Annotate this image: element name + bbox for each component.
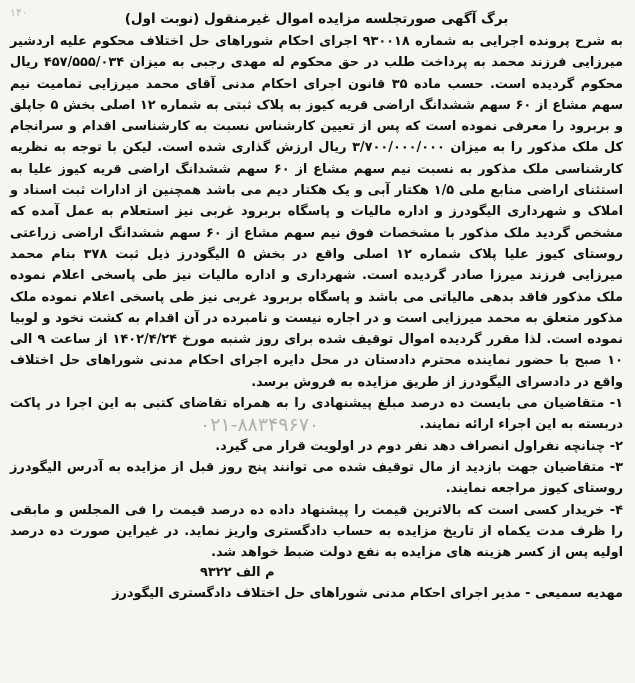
page-number: ۱۴۰ [10, 6, 28, 19]
signature-line: مهدیه سمیعی - مدیر اجرای احکام مدنی شوراهای حل اختلاف دادگستری الیگودرز [112, 586, 623, 602]
condition-item-2: ۲- چنانچه نفراول انصراف دهد نفر دوم در اولویت قرار می گیرد. [215, 438, 623, 454]
condition-item-3: ۳- متقاضیان جهت بازدید از مال توقیف شده می توانند پنج روز قبل از مزایده به آدرس الیگودرز روستای کیوز مراجعه نمایند. [10, 459, 623, 497]
notice-body: به شرح پرونده اجرایی به شماره ۹۳۰۰۱۸ اجرای احکام شوراهای حل اختلاف محکوم علیه اردشیر میرزایی فرزند محمد به پرداخت طلب در حق محکوم له مهدی رجبی به میزان ۴۵۷/۵۵۵/۰۳۴ ریال محکوم گردیده است. حسب ماده ۳۵ قانون اجرای احکام مدنی آقای محمد میرزایی تمامیت نیم سهم مشاع از ۶۰ سهم ششدانگ اراضی قریه کیوز به پلاک ثبتی به شماره ۱۲ اصلی بخش ۵ جاپلق و بربرود را معرفی نموده است که پس از تعیین کارشناس نسبت به کارشناسی اقدام و سرانجام کل ملک مذکور را به میزان ۳/۷۰۰/۰۰۰/۰۰۰ ریال ارزش گذاری شده است. لیکن با توجه به نظریه کارشناسی ملک مذکور به نسبت نیم سهم مشاع از ۶۰ سهم ششدانگ اراضی قریه کیوز علیا به استثنای اراضی منابع ملی ۱/۵ هکتار آبی و یک هکتار دیم می باشد همچنین از ادارات ثبت اسناد و املاک و شهرداری الیگودرز و اداره مالیات و پاسگاه بربرود غربی نیز استعلام به عمل آمده که مشخص گردید ملک مذکور با مشخصات فوق نیم سهم مشاع از ۶۰ سهم ششدانگ اراضی زراعتی روستای کیوز علیا پلاک شماره ۱۲ اصلی واقع در بخش ۵ الیگودرز ذیل ثبت ۳۷۸ بنام محمد میرزایی فرزند میرزا صادر گردیده است. شهرداری و اداره مالیات نیز طی پاسخی اعلام نموده ملک مذکور فاقد بدهی مالیاتی می باشد و پاسگاه بربرود غربی نیز طی پاسخی اعلام نموده ملک مذکور متعلق به محمد میرزایی است و در اجاره نیست و نامبرده در آن اقدام به کشت نخود و لوبیا نموده است. لذا مقرر گردیده اموال توقیف شده برای روز شنبه مورخ ۱۴۰۲/۴/۲۴ از ساعت ۹ الی ۱۰ صبح با حضور نماینده محترم دادستان در محل دایره اجرای احکام مدنی شوراهای حل اختلاف واقع در دادسرای الیگودرز از طریق مزایده به فروش برسد. [10, 34, 624, 390]
phone-watermark: ۰۲۱-۸۸۳۴۹۶۷۰ [200, 414, 320, 437]
condition-item-1 [10, 393, 623, 436]
notice-title: برگ آگهی صورتجلسه مزایده اموال غیرمنقول (نوبت اول) [124, 11, 509, 27]
condition-item-4: ۴- خریدار کسی است که بالاترین قیمت را پیشنهاد داده ده درصد قیمت را فی المجلس و مابقی را ظرف مدت یکماه از تاریخ مزایده به حساب دادگستری واریز نماید. در غیراین صورت ده درصد اولیه پس از کسر هزینه های مزایده به نفع دولت ضبط خواهد شد. [10, 502, 623, 561]
reference-number: م الف ۹۳۲۲ [200, 565, 275, 581]
conditions-list [10, 393, 623, 563]
condition-text-1: ۱- متقاضیان می بایست ده درصد مبلغ پیشنهادی را به همراه تقاضای کتبی به این اجرا در پاکت دربسته به این اجراء ارائه نمایند. [10, 396, 623, 433]
